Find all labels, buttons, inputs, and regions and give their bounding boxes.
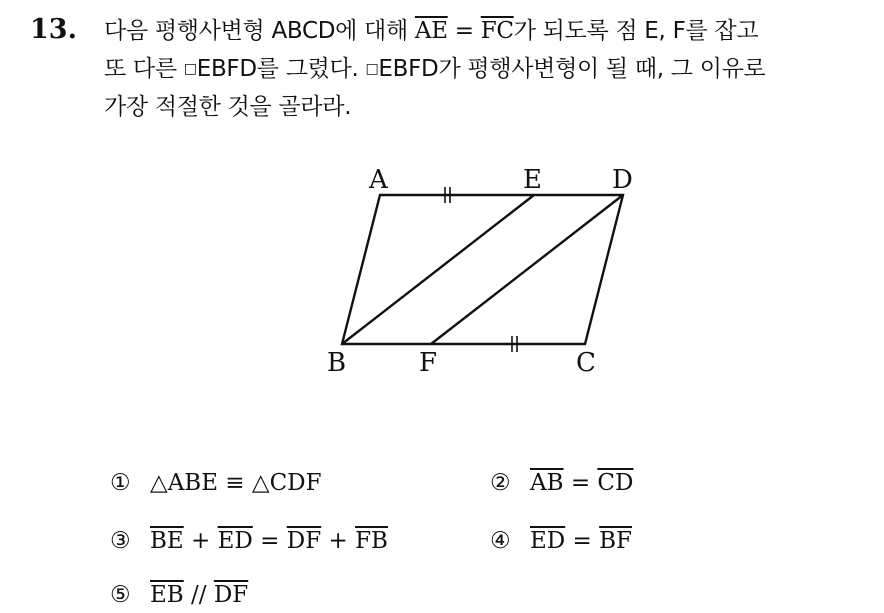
label-c: C	[576, 348, 596, 378]
square-symbol: □	[183, 61, 197, 77]
equals-sign: =	[447, 18, 481, 44]
label-f: F	[419, 348, 438, 378]
segment-df: $\overline{DF}$	[286, 528, 322, 554]
question-line-1-b: 가 되도록 점 E, F를 잡고	[513, 18, 759, 44]
label-d: D	[612, 165, 633, 195]
question-number: 13.	[30, 14, 77, 45]
parallelogram-abcd	[342, 195, 623, 344]
plus-sign: +	[183, 528, 218, 554]
equals-sign: =	[565, 528, 600, 554]
segment-be	[342, 195, 534, 344]
segment-ab: $\overline{AB}$	[530, 470, 564, 496]
segment-df: $\overline{DF}$	[213, 582, 249, 608]
question-line-1-a: 다음 평행사변형 ABCD에 대해	[104, 18, 415, 44]
question-line-1	[104, 12, 874, 50]
choice-1-text: △ABE ≡ △CDF	[150, 470, 322, 496]
square-symbol: □	[365, 61, 379, 77]
segment-fc: $\overline{FC}$	[480, 18, 514, 44]
question-line-3: 가장 적절한 것을 골라라.	[104, 94, 352, 120]
question-line-2-b: EBFD를 그렸다.	[196, 56, 366, 82]
label-b: B	[327, 348, 347, 378]
choice-3[interactable]	[110, 528, 388, 554]
choice-4-number: ④	[490, 528, 511, 554]
segment-ed: $\overline{ED}$	[530, 528, 566, 554]
segment-cd: $\overline{CD}$	[597, 470, 634, 496]
segment-bf: $\overline{BF}$	[599, 528, 633, 554]
question-line-2-a: 또 다른	[104, 56, 184, 82]
choice-5[interactable]	[110, 582, 248, 608]
question-line-2-c: EBFD가 평행사변형이 될 때, 그 이유로	[378, 56, 766, 82]
parallelogram-figure	[300, 160, 660, 380]
segment-ae: $\overline{AE}$	[414, 18, 448, 44]
segment-fb: $\overline{FB}$	[355, 528, 388, 554]
segment-be: $\overline{BE}$	[150, 528, 184, 554]
choice-1[interactable]	[110, 470, 322, 496]
segment-eb: $\overline{EB}$	[150, 582, 184, 608]
segment-fd	[431, 195, 623, 344]
segment-ed: $\overline{ED}$	[217, 528, 253, 554]
question-line-2	[104, 50, 874, 88]
label-a: A	[369, 165, 388, 195]
equals-sign: =	[252, 528, 287, 554]
label-e: E	[523, 165, 542, 195]
choice-4[interactable]	[490, 528, 632, 554]
choice-1-number: ①	[110, 470, 131, 496]
choice-5-number: ⑤	[110, 582, 131, 608]
choice-2-number: ②	[490, 470, 511, 496]
plus-sign: +	[321, 528, 356, 554]
question-text	[104, 12, 874, 126]
parallel-sign: //	[183, 582, 214, 608]
choice-2[interactable]	[490, 470, 633, 496]
equals-sign: =	[563, 470, 598, 496]
choice-3-number: ③	[110, 528, 131, 554]
